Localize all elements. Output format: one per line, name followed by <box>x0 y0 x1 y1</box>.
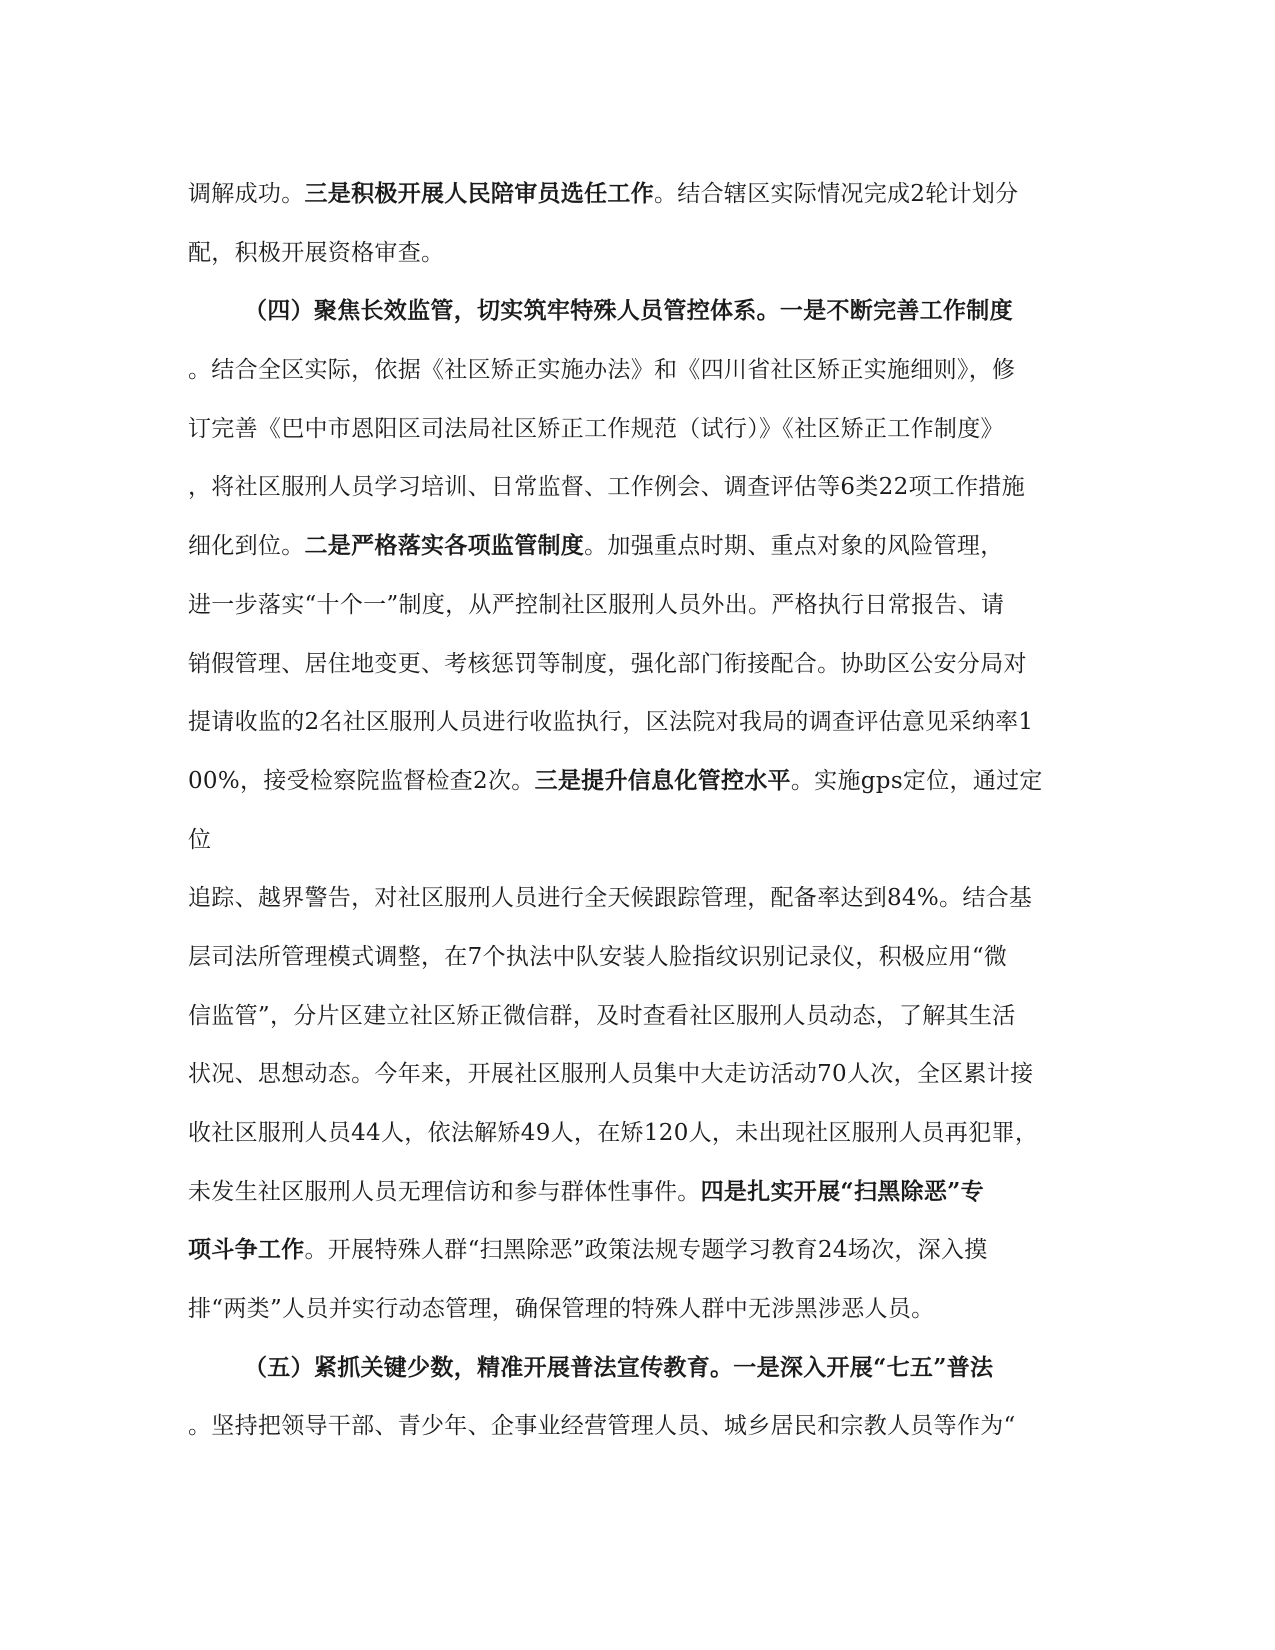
text-line <box>188 576 1088 635</box>
text-line <box>188 165 1088 224</box>
text-segment: 层司法所管理模式调整，在7个执法中队安装人脸指纹识别记录仪，积极应用“微 <box>188 943 1008 970</box>
bold-text-segment: 四是扎实开展“扫黑除恶”专 <box>700 1177 984 1205</box>
bold-text-segment: 三是提升信息化管控水平 <box>534 766 791 794</box>
text-segment: 。坚持把领导干部、青少年、企事业经营管理人员、城乡居民和宗教人员等作为“ <box>188 1413 1016 1440</box>
text-line <box>188 1280 1088 1339</box>
text-segment: 00%，接受检察院监督检查2次。 <box>188 767 535 794</box>
text-line <box>188 400 1088 459</box>
text-line <box>188 1045 1088 1104</box>
text-line <box>188 282 1088 341</box>
text-segment: 。实施gps定位，通过定 <box>790 767 1043 794</box>
text-segment: 。开展特殊人群“扫黑除恶”政策法规专题学习教育24场次，深入摸 <box>304 1237 988 1264</box>
text-segment: 未发生社区服刑人员无理信访和参与群体性事件。 <box>188 1178 701 1205</box>
text-line <box>188 987 1088 1046</box>
text-line <box>188 458 1088 517</box>
text-segment: 。结合全区实际，依据《社区矫正实施办法》和《四川省社区矫正实施细则》，修 <box>188 357 1016 384</box>
text-line <box>188 811 1088 870</box>
text-line <box>188 517 1088 576</box>
text-line <box>188 341 1088 400</box>
text-line <box>188 1339 1088 1398</box>
text-segment: 位 <box>188 826 212 853</box>
text-line <box>188 752 1088 811</box>
text-line <box>188 1221 1088 1280</box>
text-segment: 追踪、越界警告，对社区服刑人员进行全天候跟踪管理，配备率达到84%。结合基 <box>188 885 1033 912</box>
text-line <box>188 693 1088 752</box>
text-segment: 销假管理、居住地变更、考核惩罚等制度，强化部门衔接配合。协助区公安分局对 <box>188 650 1027 677</box>
bold-text-segment: （五）紧抓关键少数，精准开展普法宣传教育。一是深入开展“七五”普法 <box>244 1353 994 1381</box>
text-segment: 收社区服刑人员44人，依法解矫49人，在矫120人，未出现社区服刑人员再犯罪， <box>188 1120 1039 1146</box>
text-segment: 细化到位。 <box>188 533 305 560</box>
text-segment: 配，积极开展资格审查。 <box>188 239 445 266</box>
text-segment: 。结合辖区实际情况完成2轮计划分 <box>654 181 1019 207</box>
bold-text-segment: （四）聚焦长效监管，切实筑牢特殊人员管控体系。一是不断完善工作制度 <box>244 297 1013 325</box>
text-segment: ，将社区服刑人员学习培训、日常监督、工作例会、调查评估等6类22项工作措施 <box>188 474 1025 501</box>
text-segment: 信监管”，分片区建立社区矫正微信群，及时查看社区服刑人员动态，了解其生活 <box>188 1002 1016 1029</box>
text-segment: 。加强重点时期、重点对象的风险管理， <box>584 533 1004 560</box>
text-line <box>188 928 1088 987</box>
document-body <box>188 165 1088 1456</box>
text-segment: 调解成功。 <box>188 181 305 207</box>
bold-text-segment: 三是积极开展人民陪审员选任工作 <box>304 180 654 207</box>
bold-text-segment: 二是严格落实各项监管制度 <box>304 532 585 560</box>
text-line <box>188 1104 1088 1163</box>
text-segment: 排“两类”人员并实行动态管理，确保管理的特殊人群中无涉黑涉恶人员。 <box>188 1296 935 1323</box>
text-line <box>188 635 1088 694</box>
text-line <box>188 1163 1088 1222</box>
text-segment: 提请收监的2名社区服刑人员进行收监执行，区法院对我局的调查评估意见采纳率1 <box>188 709 1034 736</box>
bold-text-segment: 项斗争工作 <box>188 1236 305 1264</box>
text-segment: 状况、思想动态。今年来，开展社区服刑人员集中大走访活动70人次，全区累计接 <box>188 1061 1034 1088</box>
text-line <box>188 1397 1088 1456</box>
text-line <box>188 869 1088 928</box>
text-segment: 订完善《巴中市恩阳区司法局社区矫正工作规范（试行）》《社区矫正工作制度》 <box>188 415 1004 442</box>
text-segment: 进一步落实“十个一”制度，从严控制社区服刑人员外出。严格执行日常报告、请 <box>188 591 1005 618</box>
text-line <box>188 224 1088 283</box>
